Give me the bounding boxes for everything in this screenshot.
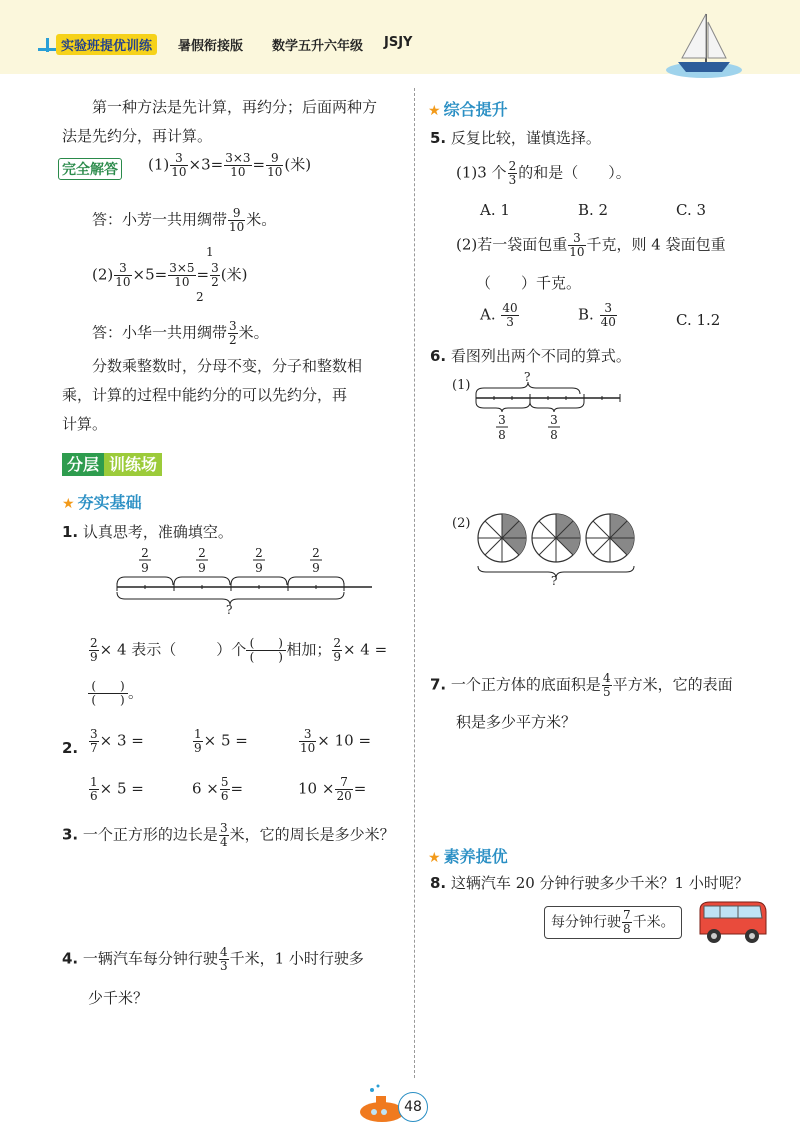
section-banner — [62, 452, 162, 475]
fraction: $\frac{7}{20}$ — [336, 775, 352, 803]
q8-text — [430, 873, 749, 893]
q6-1-question-mark: ? — [524, 370, 531, 384]
q5-2-option-a[interactable]: A. $\frac{40}{3}$ — [480, 301, 518, 329]
summary-line-3: 计算。 — [62, 415, 108, 433]
q6-number: 6. — [430, 347, 447, 365]
speech-bubble: 每分钟行驶 $\frac{7}{8}$ 千米。 — [544, 906, 682, 939]
van-icon — [696, 898, 770, 946]
q1-segment-diagram — [110, 545, 380, 625]
q1-fill-line — [88, 637, 387, 664]
fraction: $\frac{4}{3}$ — [219, 945, 228, 973]
fraction: $\frac{3}{2}$ — [211, 261, 219, 289]
svg-text:2: 2 — [255, 546, 263, 560]
column-divider — [414, 88, 415, 1078]
answer1-text: 答：小芳一共用绸带 — [92, 210, 228, 229]
q4-number: 4. — [62, 949, 79, 968]
q7-number: 7. — [430, 675, 447, 694]
q6-2-label: (2) — [452, 516, 471, 531]
answer2-text: 答：小华一共用绸带 — [92, 323, 228, 342]
lit-section-title — [428, 844, 508, 867]
q4-text: 4. 一辆汽车每分钟行驶 $\frac{4}{3}$ 千米，1 小时行驶多 — [62, 945, 364, 973]
q5-header — [430, 128, 601, 148]
svg-text:2: 2 — [312, 546, 320, 560]
q1-fill-b: ）个 — [216, 640, 247, 659]
q5-2-option-b[interactable]: B. $\frac{3}{40}$ — [578, 301, 616, 329]
subject-label: 数学五升六年级 — [272, 39, 364, 54]
q2-item-3: $\frac{3}{10}$ × 10 = — [300, 727, 372, 755]
q5-2-option-c[interactable]: C. 1.2 — [676, 311, 721, 329]
star-icon: ★ — [428, 850, 441, 866]
comp-section-title — [428, 97, 508, 120]
q6-header — [430, 346, 631, 366]
q7-text-cont: 积是多少平方米？ — [456, 713, 577, 731]
q5-1-option-c[interactable]: C. 3 — [676, 201, 707, 219]
q5-1-option-a[interactable]: A. 1 — [480, 201, 510, 219]
basic-section-title — [62, 490, 142, 513]
q5-2-cont: （ ）千克。 — [476, 274, 582, 292]
fraction: $\frac{3\times 3}{10}$ — [225, 151, 251, 179]
cancel-bottom-number: 2 — [196, 290, 204, 304]
fraction: $\frac{1}{9}$ — [194, 727, 202, 755]
svg-text:8: 8 — [498, 428, 506, 442]
svg-text:2: 2 — [141, 546, 149, 560]
svg-text:9: 9 — [198, 561, 206, 575]
q7-text: 7. 一个正方体的底面积是 $\frac{4}{5}$ 平方米，它的表面 — [430, 671, 733, 699]
q1-fill-a: × 4 表示（ — [99, 640, 177, 659]
q4-text-cont: 少千米？ — [88, 989, 149, 1007]
intro-line-1: 第一种方法是先计算，再约分；后面两种方 — [92, 98, 378, 116]
fraction-cancel: $\frac{3\times 5}{10}$ — [169, 261, 195, 289]
q2-item-4: $\frac{1}{6}$ × 5 = — [90, 775, 144, 803]
fraction: $\frac{3}{10}$ — [171, 151, 187, 179]
fraction: $\frac{3}{2}$ — [229, 319, 237, 347]
sol2-unit: (米) — [220, 265, 248, 284]
summary-line-2: 乘，计算的过程中能约分的可以先约分，再 — [62, 386, 348, 404]
summary-line-1: 分数乘整数时，分母不变，分子和整数相 — [92, 357, 363, 375]
q6-1-segment-diagram — [470, 382, 630, 442]
fraction: $\frac{2}{9}$ — [333, 636, 341, 664]
fraction: $\frac{2}{3}$ — [508, 159, 517, 187]
solution-2: (2) $\frac{3}{10}$ ×5= $\frac{3\times 5}{10}$ = $\frac{3}{2}$ (米) — [92, 261, 248, 289]
q2-number: 2. — [62, 739, 79, 757]
fraction: $\frac{4}{5}$ — [602, 671, 611, 699]
lit-title-text: 素养提优 — [443, 847, 508, 866]
q6-1-label: (1) — [452, 378, 471, 393]
answer1-unit: 米。 — [246, 210, 277, 229]
code-label: JSJY — [384, 35, 413, 50]
q5-text: 反复比较，谨慎选择。 — [450, 129, 601, 147]
q1-number: 1. — [62, 523, 79, 541]
answer2-unit: 米。 — [238, 323, 269, 342]
fraction: $\frac{3}{7}$ — [90, 727, 98, 755]
svg-text:9: 9 — [255, 561, 263, 575]
answer-1 — [92, 207, 276, 234]
q1-header — [62, 522, 233, 542]
star-icon: ★ — [428, 103, 441, 119]
fraction: $\frac{3}{10}$ — [115, 261, 131, 289]
q1-fill-end: 。 — [128, 683, 144, 702]
section-banner-b: 训练场 — [104, 453, 162, 476]
fraction: $\frac{2}{9}$ — [90, 636, 98, 664]
q1-text: 认真思考，准确填空。 — [82, 523, 233, 541]
q1-fill-d: × 4 = — [342, 640, 388, 659]
sol2-prefix: (2) — [92, 265, 114, 284]
section-banner-a: 分层 — [62, 453, 104, 476]
solution-label: 完全解答 — [58, 158, 122, 180]
svg-text:3: 3 — [498, 413, 506, 427]
q6-text: 看图列出两个不同的算式。 — [450, 347, 631, 365]
q2-item-6: 10 × $\frac{7}{20}$ = — [298, 775, 367, 803]
q2-item-5: 6 × $\frac{5}{6}$ = — [192, 775, 244, 803]
blank-fraction[interactable]: $\frac{( )}{( )}$ — [246, 637, 286, 664]
svg-text:3: 3 — [550, 413, 558, 427]
sailboat-icon — [664, 4, 744, 80]
fraction: $\frac{9}{10}$ — [267, 151, 283, 179]
q3-text: 3. 一个正方形的边长是 $\frac{3}{4}$ 米，它的周长是多少米？ — [62, 821, 395, 849]
q2-item-1: $\frac{3}{7}$ × 3 = — [90, 727, 144, 755]
q8-text-body: 这辆汽车 20 分钟行驶多少千米？1 小时呢？ — [450, 874, 749, 892]
star-icon: ★ — [62, 496, 75, 512]
sol1-prefix: (1) — [148, 155, 170, 174]
intro-line-2: 法是先约分，再计算。 — [62, 127, 213, 145]
fraction: $\frac{3}{10}$ — [569, 231, 585, 259]
q8-number: 8. — [430, 874, 447, 892]
fraction: $\frac{9}{10}$ — [229, 206, 245, 234]
fraction: $\frac{3}{40}$ — [600, 301, 616, 329]
q6-2-question-mark: ? — [551, 574, 558, 588]
q3-number: 3. — [62, 825, 79, 844]
answer-2 — [92, 320, 269, 347]
svg-text:9: 9 — [312, 561, 320, 575]
q5-1-option-b[interactable]: B. 2 — [578, 201, 609, 219]
sol1-unit: (米) — [284, 155, 312, 174]
svg-text:9: 9 — [141, 561, 149, 575]
svg-text:2: 2 — [198, 546, 206, 560]
basic-title-text: 夯实基础 — [77, 493, 142, 512]
q1-fill-c: 相加； — [286, 640, 332, 659]
fraction: $\frac{40}{3}$ — [502, 301, 518, 329]
series-brand: 实验班提优训练 — [56, 34, 157, 55]
fraction: $\frac{7}{8}$ — [623, 908, 631, 936]
edition-label: 暑假衔接版 — [178, 39, 244, 54]
q5-2: (2)若一袋面包重 $\frac{3}{10}$ 千克，则 4 袋面包重 — [456, 231, 726, 259]
comp-title-text: 综合提升 — [443, 100, 508, 119]
header-accent-vertical — [46, 38, 49, 52]
fraction: $\frac{1}{6}$ — [90, 775, 98, 803]
svg-text:8: 8 — [550, 428, 558, 442]
page-number: 48 — [398, 1092, 428, 1122]
fraction: $\frac{5}{6}$ — [220, 775, 229, 803]
blank-fraction[interactable]: $\frac{( )}{( )}$ — [88, 680, 128, 707]
q1-fill-result — [88, 680, 143, 707]
solution-1: (1) $\frac{3}{10}$ ×3= $\frac{3\times 3}{10}$ = $\frac{9}{10}$ (米) — [148, 151, 312, 179]
q6-2-circle-diagram — [474, 510, 640, 582]
fraction: $\frac{3}{10}$ — [300, 727, 316, 755]
q5-number: 5. — [430, 129, 447, 147]
q5-1: (1)3 个 $\frac{2}{3}$ 的和是（ ）。 — [456, 159, 631, 187]
q1-question-mark: ? — [226, 603, 233, 617]
q2-item-2: $\frac{1}{9}$ × 5 = — [194, 727, 248, 755]
fraction: $\frac{3}{4}$ — [219, 821, 228, 849]
cancel-top-number: 1 — [206, 245, 214, 259]
